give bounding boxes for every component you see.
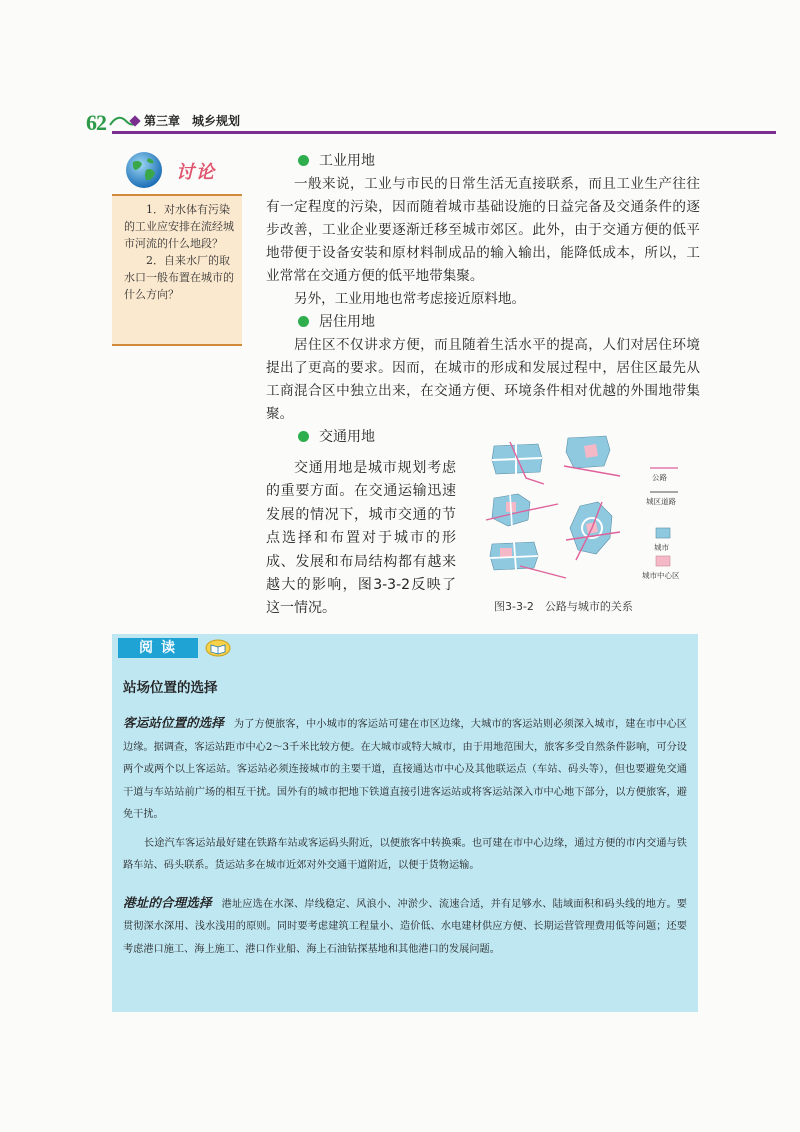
figure-caption: 图3-3-2 公路与城市的关系 — [494, 600, 633, 613]
figure-highway-city — [480, 432, 692, 602]
reading-paragraph-1: 客运站位置的选择 为了方便旅客，中小城市的客运站可建在市区边缘，大城市的客运站则必须深入城市，建在市中心区边缘。据调查，客运站距市中心2～3千米比较方便。在大城市或特大城市，由于用地范围大，旅客多受自然条件影响，可分设两个或两个以上客运站。客运站必须连接城市的主要干道，直接通达市中心及其他联运点（车站、码头等），但也要避免交通干道与车站站前广场的相互干扰。国外有的城市把地下铁道直接引进客运站或将客运站深入市中心地下部分，以方便旅客，避免干扰。 — [123, 715, 687, 820]
reading-lead-port: 港址的合理选择 — [123, 894, 212, 910]
legend-highway: 公路 — [652, 473, 667, 482]
reading-lead-station: 客运站位置的选择 — [123, 715, 224, 730]
reading-paragraph-2: 长途汽车客运站最好建在铁路车站或客运码头附近，以便旅客中转换乘。也可建在市中心边缘，通过方便的市内交通与铁路车站、码头联系。货运站多在城市近郊对外交通干道附近，以便于货物运输。 — [123, 837, 687, 871]
discussion-question-2: 2．自来水厂的取水口一般布置在城市的什么方向？ — [124, 254, 234, 301]
discussion-box — [112, 194, 242, 346]
traffic-heading: 交通用地 — [266, 426, 700, 449]
reading-tab: 阅读 — [118, 638, 198, 658]
traffic-text — [266, 457, 456, 621]
chapter-title: 第三章 城乡规划 — [144, 114, 241, 128]
green-bullet-icon — [298, 316, 309, 327]
green-bullet-icon — [298, 431, 309, 442]
industrial-paragraph-1: 一般来说，工业与市民的日常生活无直接联系，而且工业生产往往有一定程度的污染，因而随着城市基础设施的日益完备及交通条件的逐步改善，工业企业要逐渐迁移至城市郊区。此外，由于交通方便的低平地带便于设备安装和原材料制成品的输入输出，能降低成本，所以，工业常常在交通方便的低平地带集聚。 — [266, 176, 700, 284]
industrial-heading: 工业用地 — [266, 150, 700, 173]
globe-icon — [124, 150, 164, 190]
green-bullet-icon — [298, 155, 309, 166]
legend-city-center: 城市中心区 — [642, 571, 680, 580]
reading-title: 站场位置的选择 — [123, 680, 218, 696]
discussion-title: 讨论 — [176, 162, 216, 183]
reading-body — [123, 712, 687, 967]
residential-heading: 居住用地 — [266, 311, 700, 334]
book-icon — [205, 639, 231, 657]
industrial-paragraph-2: 另外，工业用地也常考虑接近原料地。 — [294, 291, 526, 307]
legend-city-road: 城区道路 — [646, 497, 676, 506]
traffic-paragraph: 交通用地是城市规划考虑的重要方面。在交通运输迅速发展的情况下，城市交通的节点选择和布置对于城市的形成、发展和布局结构都有越来越大的影响，图3-3-2反映了这一情况。 — [266, 460, 456, 617]
legend-city: 城市 — [654, 543, 669, 552]
residential-paragraph: 居住区不仅讲求方便，而且随着生活水平的提高，人们对居住环境提出了更高的要求。因而，在城市的形成和发展过程中，居住区最先从工商混合区中独立出来，在交通方便、环境条件相对优越的外围地带集聚。 — [266, 337, 700, 422]
reading-paragraph-3: 港址的合理选择 港址应选在水深、岸线稳定、风浪小、冲淤少、流速合适，并有足够水、陆域面积和码头线的地方。要贯彻深水深用、浅水浅用的原则。同时要考虑建筑工程量小、造价低、水电建材供应方便、长期运营管理费用低等问题；还要考虑港口施工、海上施工、港口作业船、海上石油钻探基地和其他港口的发展问题。 — [123, 894, 687, 955]
header-rule — [112, 131, 776, 134]
discussion-question-1: 1．对水体有污染的工业应安排在流经城市河流的什么地段？ — [124, 203, 234, 250]
main-text — [266, 150, 700, 449]
page-number: 62 — [86, 110, 106, 135]
